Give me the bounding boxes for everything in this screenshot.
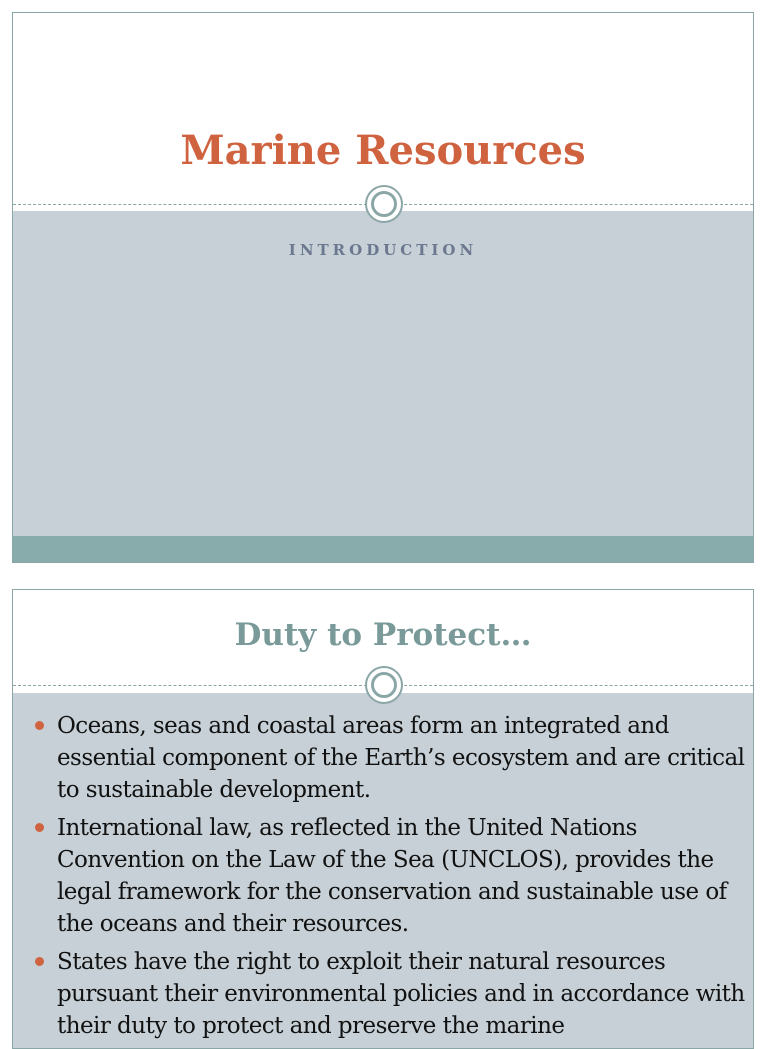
- bullet-item: [33, 710, 745, 806]
- slide-subtitle: INTRODUCTION: [288, 241, 478, 259]
- bullet-text: International law, as reflected in the United Nations Convention on the Law of the Sea (UNCLOS), provides the legal framework for the conservation and sustainable use of the oceans and their resources.: [57, 815, 727, 937]
- title-slide: [12, 12, 754, 563]
- ring-ornament-icon: [365, 185, 403, 223]
- bullet-dot-icon: [35, 957, 44, 966]
- bullet-item: [33, 946, 745, 1042]
- title-area: [13, 13, 753, 211]
- subtitle-panel: [13, 211, 753, 536]
- bullet-dot-icon: [35, 823, 44, 832]
- slide-title: Marine Resources: [180, 127, 586, 174]
- bullet-text: Oceans, seas and coastal areas form an integrated and essential component of the Earth’s ecosystem and are critical to sustainable development.: [57, 713, 745, 803]
- bullet-item: [33, 812, 745, 940]
- ring-ornament-icon: [365, 666, 403, 704]
- footer-bar: [13, 536, 753, 563]
- slide-heading: Duty to Protect…: [234, 617, 532, 653]
- bullet-text: States have the right to exploit their natural resources pursuant their environmental policies and in accordance with their duty to protect and preserve the marine: [57, 949, 745, 1039]
- content-slide: [12, 589, 754, 1049]
- bullet-list: [33, 710, 745, 1048]
- bullet-dot-icon: [35, 721, 44, 730]
